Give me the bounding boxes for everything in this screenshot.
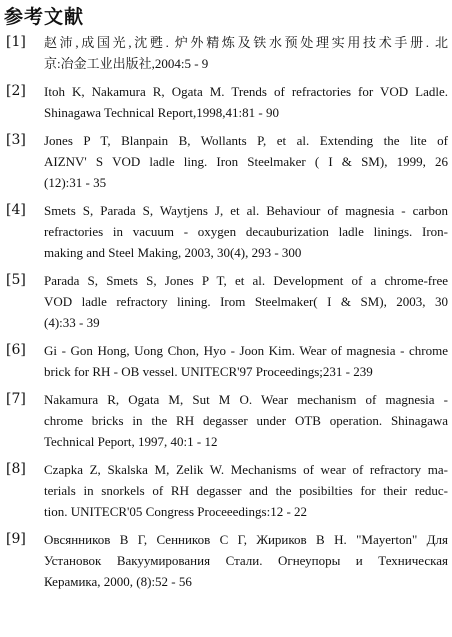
reference-number: [6] [6, 342, 26, 358]
reference-number: [9] [6, 531, 26, 547]
reference-line: brick for RH - OB vessel. UNITECR'97 Proceedings;231 - 239 [44, 364, 373, 379]
reference-item [0, 459, 452, 522]
reference-line: Керамика, 2000, (8):52 - 56 [44, 574, 192, 589]
reference-line: Shinagawa Technical Report,1998,41:81 - 90 [44, 105, 279, 120]
page-title: 参考文献 [4, 6, 85, 28]
reference-item [0, 200, 452, 263]
reference-item [0, 529, 452, 592]
reference-line: (4):33 - 39 [44, 315, 100, 330]
reference-line: Czapka Z, Skalska M, Zelik W. Mechanisms of wear of refractory ma- [44, 462, 448, 477]
reference-item [0, 340, 452, 382]
reference-line: Gi - Gon Hong, Uong Chon, Hyo - Joon Kim. Wear of magnesia - chrome [44, 343, 448, 358]
reference-number: [7] [6, 391, 26, 407]
reference-line: Smets S, Parada S, Waytjens J, et al. Behaviour of magnesia - carbon [44, 203, 448, 218]
reference-line: VOD ladle refractory lining. Irom Steelmaker( I & SM), 2003, 30 [44, 294, 448, 309]
reference-line: 京:冶金工业出版社,2004:5 - 9 [44, 56, 209, 71]
reference-line: chrome bricks in the RH degasser under OTB operation. Shinagawa [44, 413, 448, 428]
reference-item [0, 81, 452, 123]
reference-number: [3] [6, 132, 26, 148]
reference-number: [4] [6, 202, 26, 218]
reference-item [0, 32, 452, 74]
reference-line: Nakamura R, Ogata M, Sut M O. Wear mechanism of magnesia - [44, 392, 448, 407]
reference-number: [5] [6, 272, 26, 288]
reference-line: (12):31 - 35 [44, 175, 107, 190]
reference-line: Itoh K, Nakamura R, Ogata M. Trends of refractories for VOD Ladle. [44, 84, 448, 99]
reference-line: tion. UNITECR'05 Congress Proceeedings:12 - 22 [44, 504, 308, 519]
reference-line: Установок Вакуумирования Стали. Огнеупоры и Техническая [44, 553, 448, 568]
reference-line: Jones P T, Blanpain B, Wollants P, et al. Extending the lite of [44, 133, 448, 148]
reference-line: refractories in vacuum - oxygen decauburization ladle linings. Iron- [44, 224, 448, 239]
reference-number: [8] [6, 461, 26, 477]
reference-item [0, 270, 452, 333]
reference-line: Technical Peport, 1997, 40:1 - 12 [44, 434, 218, 449]
reference-number: [1] [6, 34, 26, 50]
reference-list [0, 32, 452, 599]
reference-line: Овсянников В Г, Сенников С Г, Жириков В Н. "Mayerton" Для [44, 532, 448, 547]
reference-line: terials in snorkels of RH degasser and the posibilties for their reduc- [44, 483, 448, 498]
reference-number: [2] [6, 83, 26, 99]
reference-line: making and Steel Making, 2003, 30(4), 293 - 300 [44, 245, 302, 260]
reference-line: AIZNV' S VOD ladle ling. Iron Steelmaker ( I & SM), 1999, 26 [44, 154, 448, 169]
reference-item [0, 389, 452, 452]
reference-line: Parada S, Smets S, Jones P T, et al. Development of a chrome-free [44, 273, 448, 288]
reference-line: 赵沛,成国光,沈甦. 炉外精炼及铁水预处理实用技术手册. 北 [44, 35, 448, 50]
reference-item [0, 130, 452, 193]
